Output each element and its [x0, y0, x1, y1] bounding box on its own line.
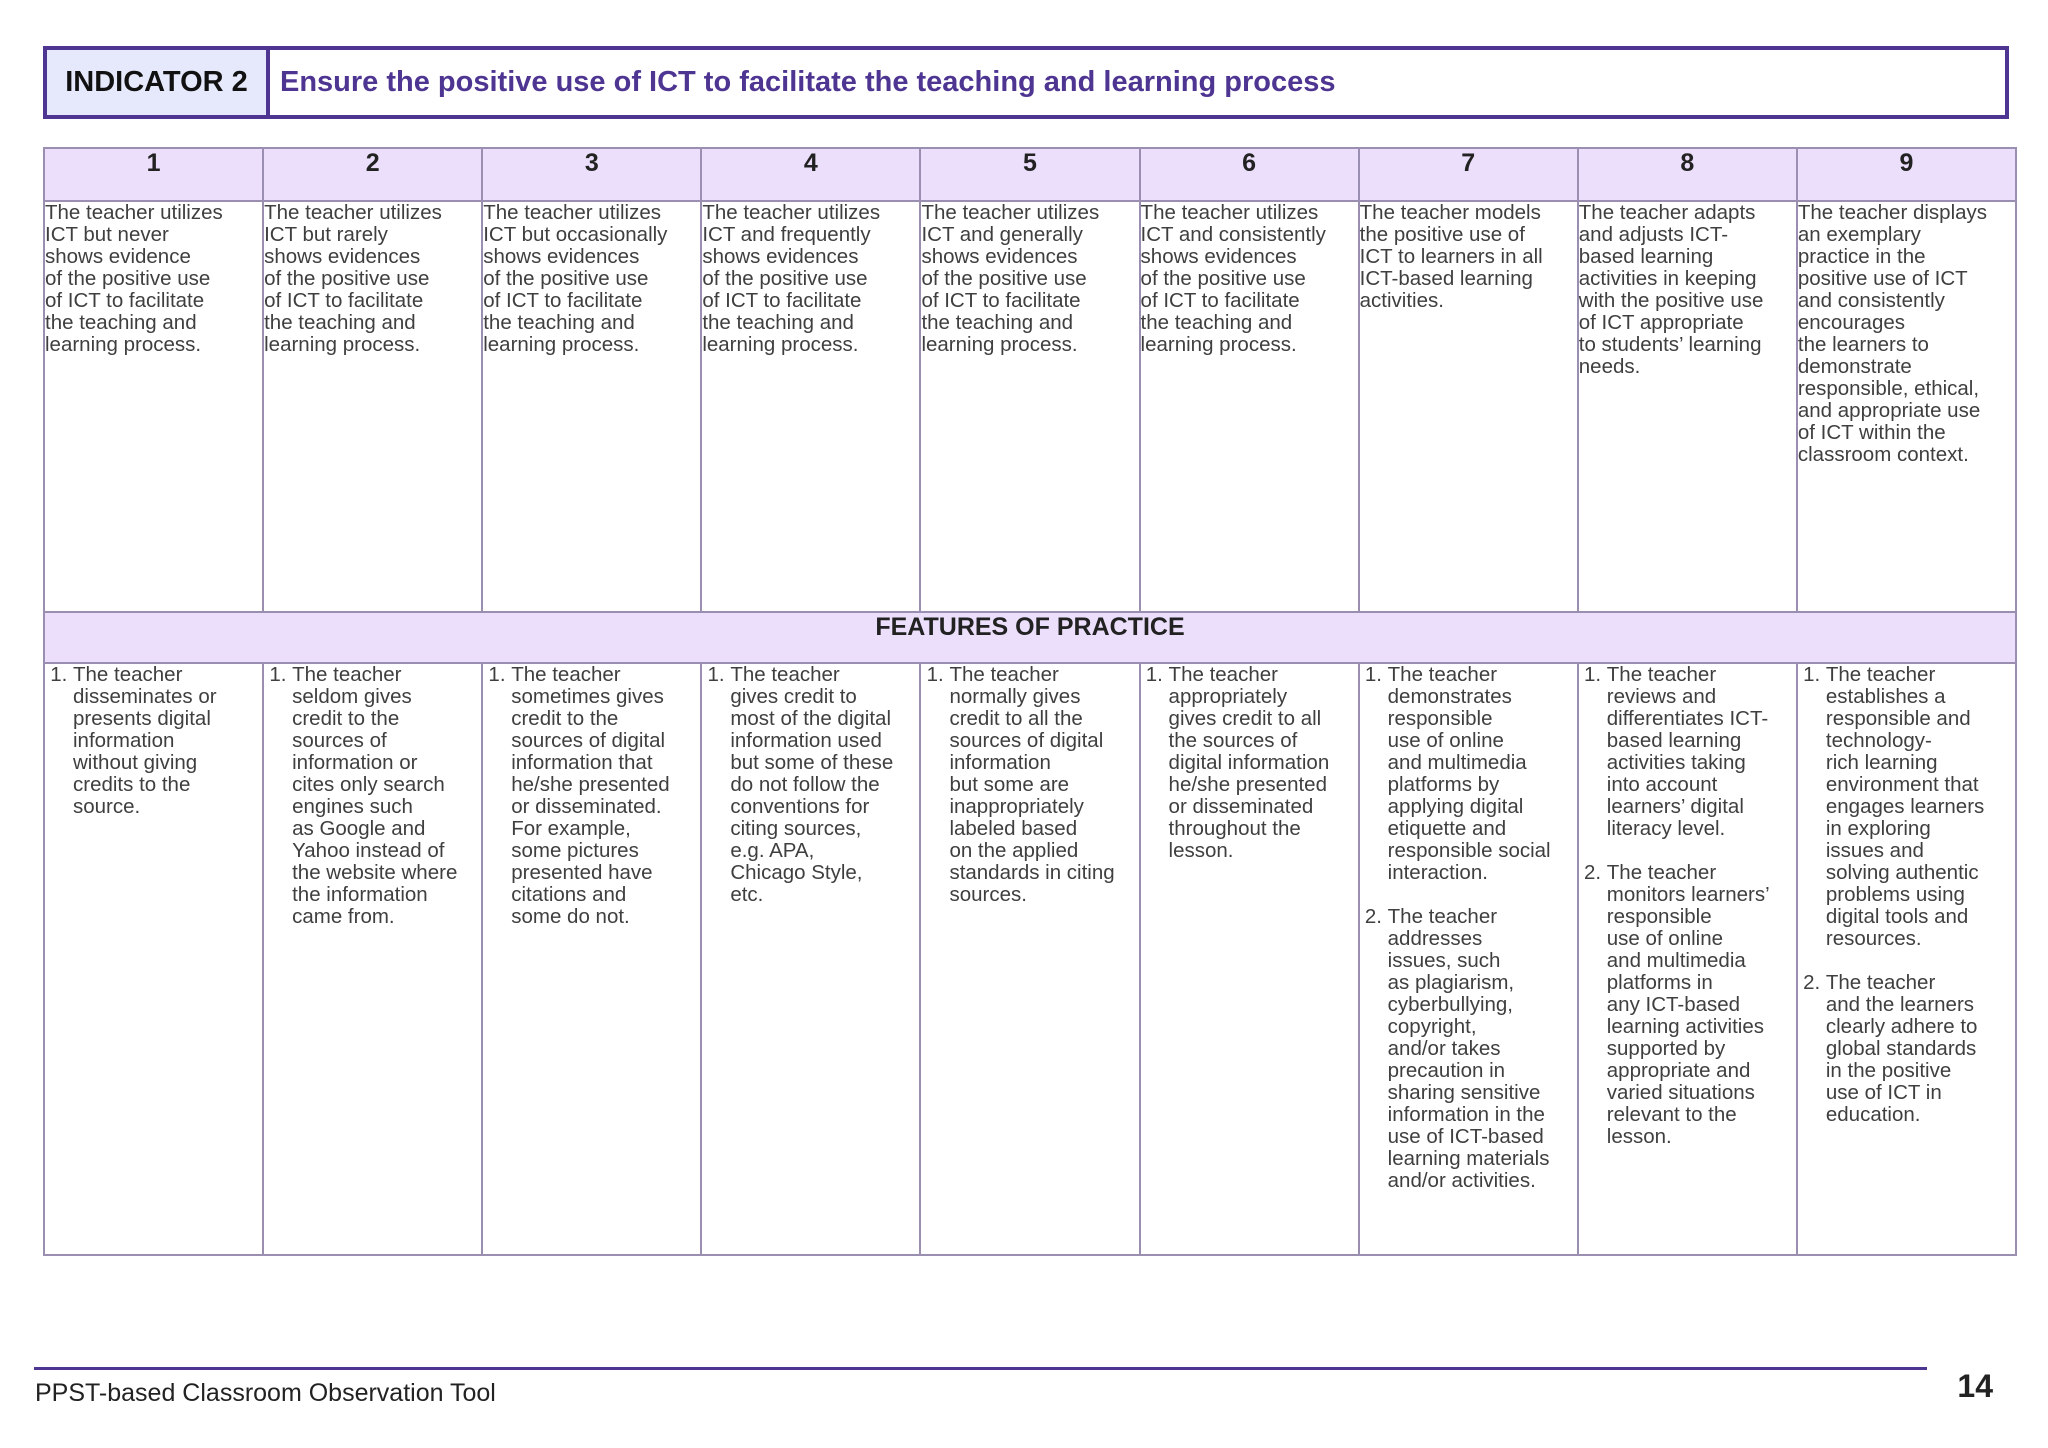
feature-cell [1797, 663, 2016, 1255]
footer-divider [34, 1367, 1927, 1370]
level-number: 4 [701, 148, 920, 201]
feature-item: 1. The teacher gives credit to most of the digital information used but some of these do not follow the conventions for citing sources, e.g. APA, Chicago Style, etc. [730, 664, 919, 906]
level-number: 6 [1140, 148, 1359, 201]
feature-item: 1. The teacher establishes a responsible and technology- rich learning environment that engages learners in exploring issues and solving authentic problems using digital tools and resources. [1826, 664, 2015, 950]
feature-item: 1. The teacher sometimes gives credit to the sources of digital information that he/she presented or disseminated. For example, some pictures presented have citations and some do not. [511, 664, 700, 928]
indicator-header [43, 46, 2009, 119]
feature-list [483, 664, 700, 928]
indicator-title: Ensure the positive use of ICT to facilitate the teaching and learning process [280, 66, 1336, 98]
feature-cell [920, 663, 1139, 1255]
level-number: 8 [1578, 148, 1797, 201]
level-number: 7 [1359, 148, 1578, 201]
feature-list [45, 664, 262, 818]
level-description: The teacher adapts and adjusts ICT- based learning activities in keeping with the positive use of ICT appropriate to students’ learning needs. [1578, 201, 1797, 612]
feature-item: 1. The teacher normally gives credit to all the sources of digital information but some are inappropriately labeled based on the applied standards in citing sources. [949, 664, 1138, 906]
level-header-row [44, 148, 2016, 201]
feature-cell [482, 663, 701, 1255]
rubric-table [43, 147, 2017, 1256]
level-number: 5 [920, 148, 1139, 201]
level-number: 3 [482, 148, 701, 201]
level-description: The teacher models the positive use of ICT to learners in all ICT-based learning activities. [1359, 201, 1578, 612]
level-description: The teacher utilizes ICT and generally shows evidences of the positive use of ICT to facilitate the teaching and learning process. [920, 201, 1139, 612]
indicator-label: INDICATOR 2 [47, 50, 270, 115]
feature-item: 1. The teacher appropriately gives credit to all the sources of digital information he/she presented or disseminated throughout the lesson. [1169, 664, 1358, 862]
level-description: The teacher utilizes ICT but rarely shows evidences of the positive use of ICT to facilitate the teaching and learning process. [263, 201, 482, 612]
level-number: 9 [1797, 148, 2016, 201]
feature-list [264, 664, 481, 928]
feature-item: 1. The teacher demonstrates responsible use of online and multimedia platforms by applying digital etiquette and responsible social interaction. [1388, 664, 1577, 884]
feature-cell [1140, 663, 1359, 1255]
page-number: 14 [1957, 1368, 1993, 1404]
feature-cell [44, 663, 263, 1255]
level-description-row [44, 201, 2016, 612]
feature-list [1798, 664, 2015, 1126]
features-heading-row [44, 612, 2016, 663]
feature-list [921, 664, 1138, 906]
level-description: The teacher displays an exemplary practice in the positive use of ICT and consistently encourages the learners to demonstrate responsible, ethical, and appropriate use of ICT within the classroom context. [1797, 201, 2016, 612]
feature-item: 2. The teacher and the learners clearly adhere to global standards in the positive use of ICT in education. [1826, 972, 2015, 1126]
feature-list [1579, 664, 1796, 1148]
feature-item: 1. The teacher seldom gives credit to the sources of information or cites only search engines such as Google and Yahoo instead of the website where the information came from. [292, 664, 481, 928]
feature-cell [701, 663, 920, 1255]
level-description: The teacher utilizes ICT and consistently shows evidences of the positive use of ICT to facilitate the teaching and learning process. [1140, 201, 1359, 612]
feature-list [702, 664, 919, 906]
features-row [44, 663, 2016, 1255]
level-description: The teacher utilizes ICT and frequently shows evidences of the positive use of ICT to facilitate the teaching and learning process. [701, 201, 920, 612]
features-heading: FEATURES OF PRACTICE [44, 612, 2016, 663]
feature-item: 2. The teacher monitors learners’ responsible use of online and multimedia platforms in any ICT-based learning activities supported by appropriate and varied situations relevant to the lesson. [1607, 862, 1796, 1148]
feature-item: 1. The teacher reviews and differentiates ICT- based learning activities taking into account learners’ digital literacy level. [1607, 664, 1796, 840]
feature-item: 1. The teacher disseminates or presents digital information without giving credits to the source. [73, 664, 262, 818]
feature-item: 2. The teacher addresses issues, such as plagiarism, cyberbullying, copyright, and/or takes precaution in sharing sensitive information in the use of ICT-based learning materials and/or activities. [1388, 906, 1577, 1192]
level-description: The teacher utilizes ICT but occasionally shows evidences of the positive use of ICT to facilitate the teaching and learning process. [482, 201, 701, 612]
feature-list [1141, 664, 1358, 862]
feature-cell [1578, 663, 1797, 1255]
level-description: The teacher utilizes ICT but never shows evidence of the positive use of ICT to facilitate the teaching and learning process. [44, 201, 263, 612]
feature-cell [1359, 663, 1578, 1255]
level-number: 2 [263, 148, 482, 201]
level-number: 1 [44, 148, 263, 201]
feature-cell [263, 663, 482, 1255]
feature-list [1360, 664, 1577, 1192]
footer-title: PPST-based Classroom Observation Tool [35, 1379, 496, 1407]
